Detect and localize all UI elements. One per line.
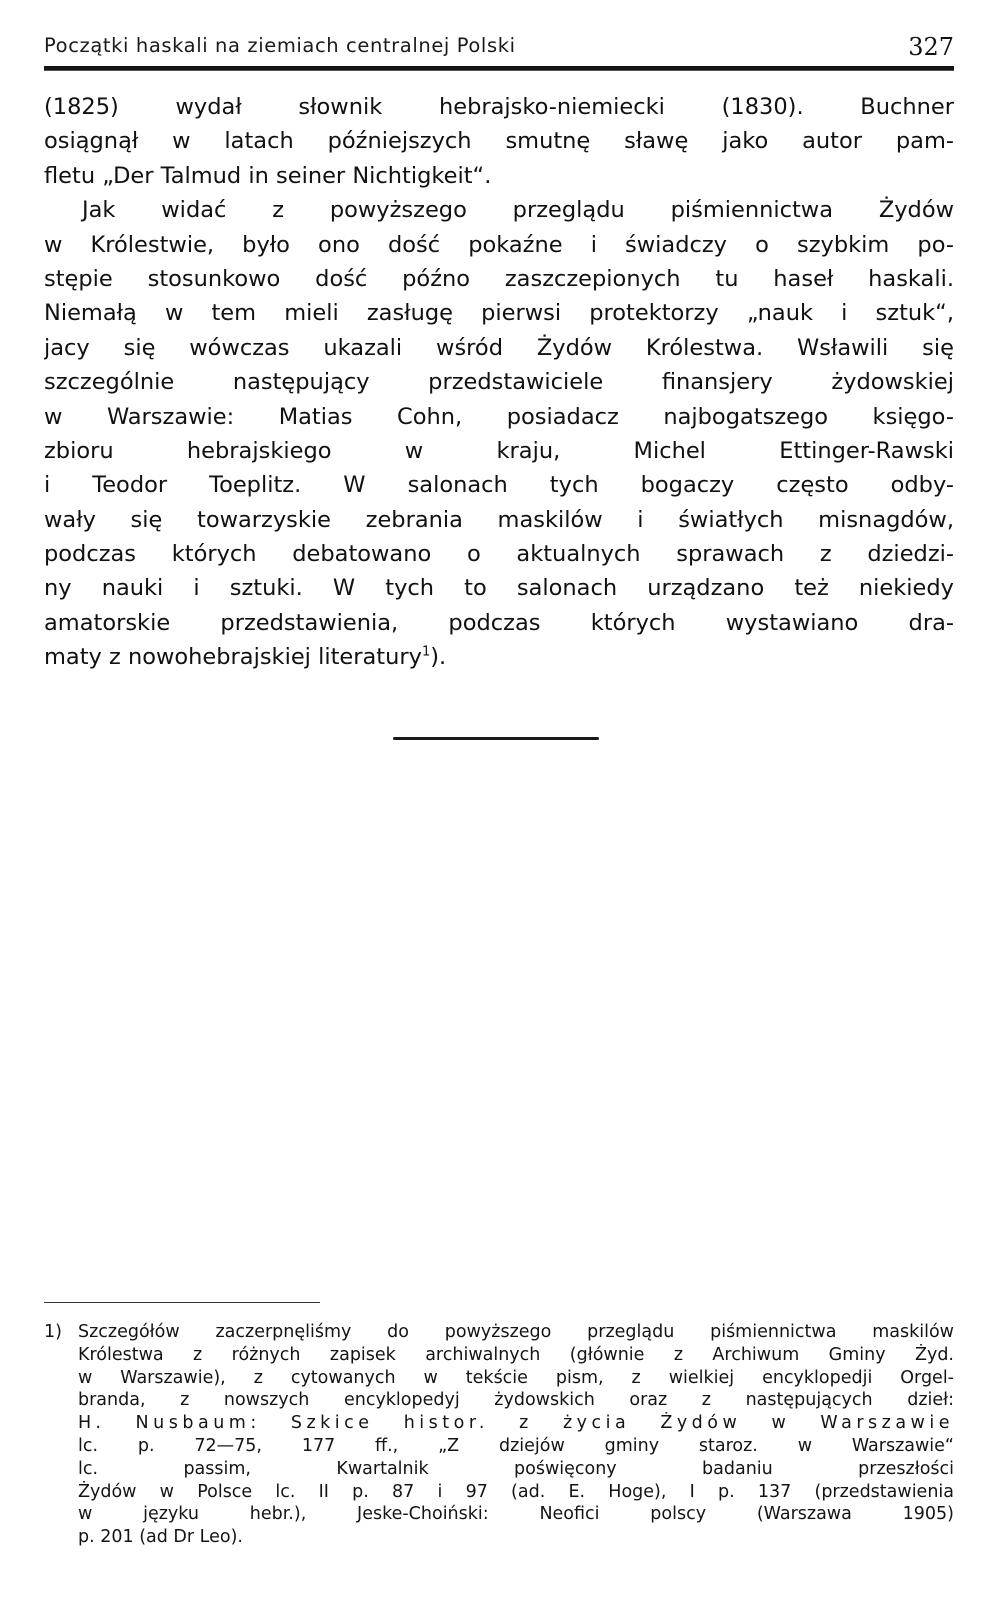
footnote-line: lc. passim, Kwartalnik poświęcony badaniu przeszłości: [78, 1458, 954, 1479]
text-line: osiągnął w latach późniejszych smutnę sławę jako autor pam-: [44, 128, 954, 155]
footnote-line: lc. p. 72—75, 177 ff., „Z dziejów gminy staroz. w Warszawie“: [78, 1435, 954, 1456]
running-title: Początki haskali na ziemiach centralnej Polski: [44, 34, 516, 57]
footnote-body: [78, 1321, 954, 1549]
text-line-tail: ).: [430, 644, 447, 671]
footnote-reference: 1: [421, 644, 431, 660]
text-line: podczas których debatowano o aktualnych sprawach z dziedzi-: [44, 541, 954, 568]
header-rule: [44, 66, 954, 71]
text-line: i Teodor Toeplitz. W salonach tych bogaczy często odby-: [44, 472, 954, 499]
footnote-line: branda, z nowszych encyklopedyj żydowskich oraz z następujących dzieł:: [78, 1390, 954, 1411]
text-line: zbioru hebrajskiego w kraju, Michel Ettinger-Rawski: [44, 437, 954, 464]
footnote-line: w Warszawie), z cytowanych w tekście pism, z wielkiej encyklopedji Orgel-: [78, 1367, 954, 1388]
page-number: 327: [908, 33, 954, 61]
text-line: w Królestwie, było ono dość pokaźne i świadczy o szybkim po-: [44, 231, 954, 258]
text-line: [44, 90, 954, 124]
footnote-line: p. 201 (ad Dr Leo).: [78, 1527, 243, 1548]
footnotes: [44, 1321, 954, 1549]
footnote-line: Królestwa z różnych zapisek archiwalnych (głównie z Archiwum Gminy Żyd.: [78, 1344, 954, 1365]
page-header: [44, 34, 954, 64]
footnote-mark: 1): [44, 1322, 62, 1342]
text-line: jacy się wówczas ukazali wśród Żydów Królestwa. Wsławili się: [44, 334, 954, 361]
text-line: ny nauki i sztuki. W tych to salonach urządzano też niekiedy: [44, 575, 954, 602]
footnote-rule: [44, 1302, 320, 1303]
footnote-line: Żydów w Polsce lc. II p. 87 i 97 (ad. E. Hoge), I p. 137 (przedstawienia: [78, 1481, 954, 1502]
footnote-line: H. Nusbaum: Szkice histor. z życia Żydów w Warszawie: [78, 1413, 954, 1434]
footnote-line: Szczegółów zaczerpnęliśmy do powyższego przeglądu piśmiennictwa maskilów: [78, 1322, 954, 1342]
text-line-end: maty z nowohebrajskiej literatury: [44, 644, 422, 671]
footnote-line: w języku hebr.), Jeske-Choiński: Neofici polscy (Warszawa 1905): [78, 1504, 954, 1525]
text-line: amatorskie przedstawienia, podczas których wystawiano dra-: [44, 609, 954, 636]
text-line: Niemałą w tem mieli zasługę pierwsi protektorzy „nauk i sztuk“,: [44, 300, 954, 327]
text-line: Jak widać z powyższego przeglądu piśmiennictwa Żydów: [82, 197, 954, 224]
text-line: w Warszawie: Matias Cohn, posiadacz najbogatszego księgo-: [44, 403, 954, 430]
text-line: [44, 640, 954, 674]
body-text: [44, 90, 954, 675]
text-line: stępie stosunkowo dość późno zaszczepionych tu haseł haskali.: [44, 265, 954, 292]
text-line: szczególnie następujący przedstawiciele finansjery żydowskiej: [44, 369, 954, 396]
section-divider: [393, 737, 599, 740]
text-line: wały się towarzyskie zebrania maskilów i światłych misnagdów,: [44, 506, 954, 533]
text-line: fletu „Der Talmud in seiner Nichtigkeit“.: [44, 162, 492, 189]
text-line-content: (1825) wydał słownik hebrajsko-niemiecki (1830). Buchner: [44, 94, 954, 120]
